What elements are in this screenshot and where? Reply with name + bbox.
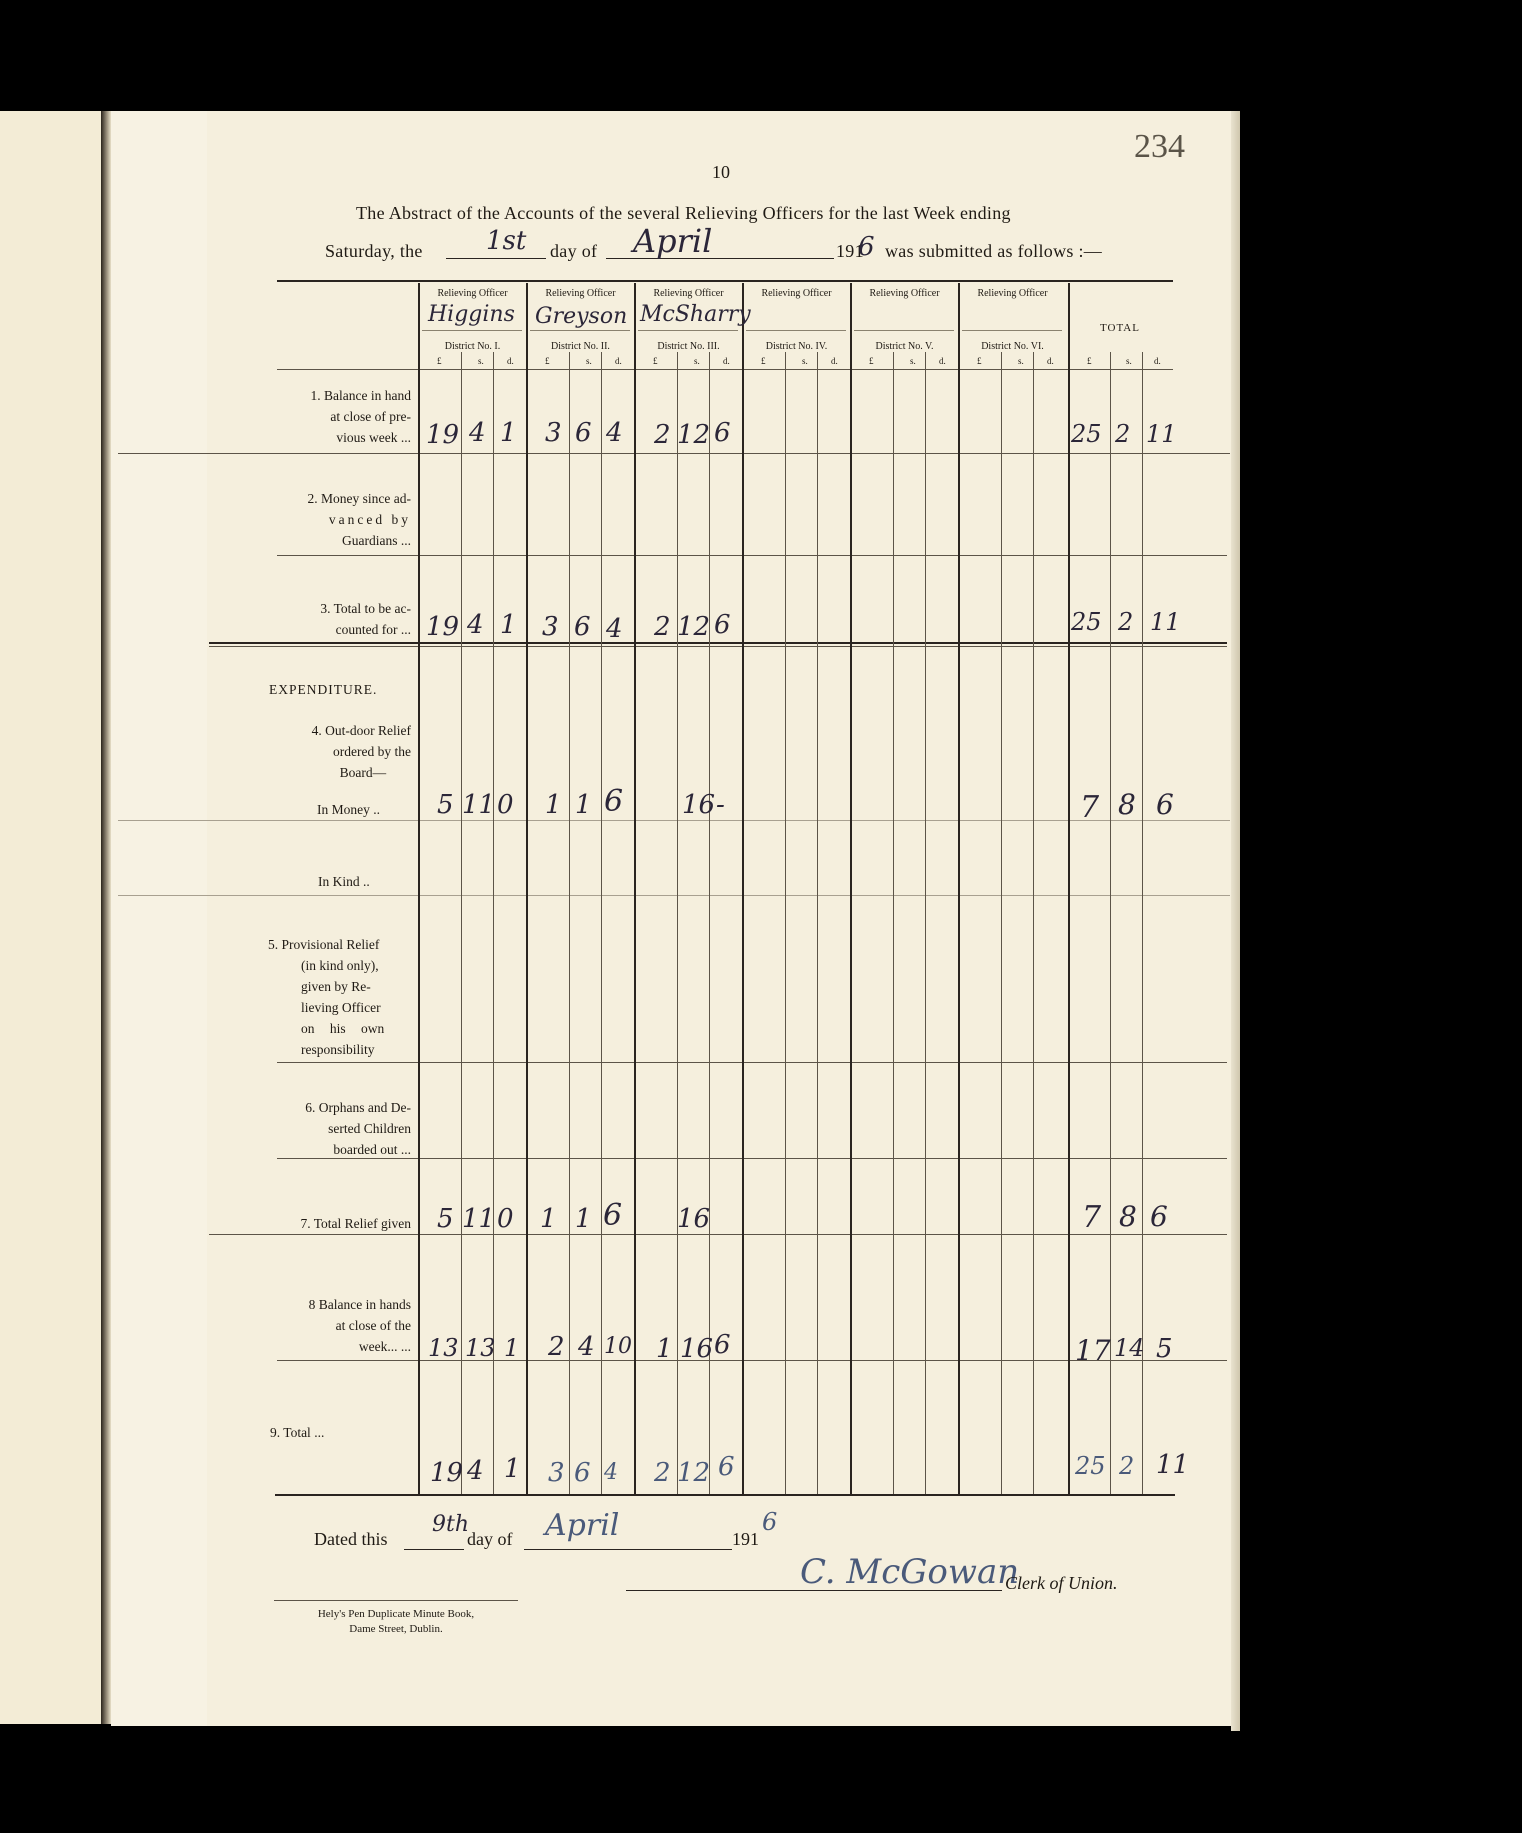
row-label-1 [311, 385, 411, 448]
row-num-2: 2. [307, 491, 318, 506]
r7-total-pounds: 7 [1082, 1200, 1102, 1235]
col-rule-d2-d [601, 352, 602, 1494]
intro-year-digit: 6 [858, 232, 875, 262]
lsd-shillings-3: s. [694, 356, 700, 366]
lsd-pence-total: d. [1154, 356, 1161, 366]
lsd-pounds-6: £ [977, 356, 982, 366]
r4-money-d2-shillings: 1 [575, 790, 592, 820]
col-rule-d5-s [893, 352, 894, 1494]
row-label-5-line-4: lieving Officer [301, 1000, 381, 1015]
r8-d3-pounds: 1 [656, 1334, 673, 1364]
lsd-shillings-4: s. [802, 356, 808, 366]
intro-day: 1st [486, 226, 527, 256]
relieving-officer-label-1: Relieving Officer [437, 288, 508, 299]
r3-d2-pounds: 3 [542, 612, 559, 642]
row-label-4-line-1: Out-door Relief [325, 723, 411, 738]
row-label-2-line-1: Money since ad- [321, 491, 411, 506]
dated-day-of: day of [467, 1529, 513, 1549]
officer-underline-3 [638, 330, 738, 331]
dated-month-underline [524, 1549, 732, 1550]
row-label-6-line-3: boarded out ... [333, 1142, 411, 1157]
ledger-page [111, 111, 1231, 1726]
row-num-6: 6. [305, 1100, 316, 1115]
officer-name-3: McSharry [640, 302, 751, 327]
row-rule-3 [209, 642, 1227, 644]
r9-d2-pounds: 3 [548, 1458, 565, 1488]
r8-d2-pounds: 2 [548, 1332, 565, 1362]
row-label-5-line-5: on his own [301, 1021, 385, 1036]
col-rule-d3-s [677, 352, 678, 1494]
relieving-officer-label-3: Relieving Officer [653, 288, 724, 299]
row-label-6-line-1: Orphans and De- [318, 1100, 411, 1115]
r4-money-d3-pence: - [716, 790, 725, 820]
officer-underline-4 [746, 330, 846, 331]
r3-d2-pence: 4 [606, 614, 623, 644]
page-number: 10 [712, 162, 730, 182]
lsd-pence-4: d. [831, 356, 838, 366]
row-label-4-line-2: ordered by the [333, 744, 411, 759]
col-rule-total-s [1110, 352, 1111, 1494]
lsd-pounds-4: £ [761, 356, 766, 366]
r3-total-pence: 11 [1150, 608, 1181, 636]
r3-d3-pence: 6 [714, 610, 731, 640]
row-label-3-line-2: counted for ... [335, 622, 411, 637]
lsd-pounds-2: £ [545, 356, 550, 366]
table-bottom-rule [275, 1494, 1175, 1496]
row-label-6 [305, 1097, 411, 1160]
r8-d2-pence: 10 [604, 1334, 632, 1359]
lsd-pence-6: d. [1047, 356, 1054, 366]
r3-d2-shillings: 6 [574, 612, 591, 642]
r7-d1-pence: 0 [497, 1204, 514, 1234]
r8-d1-pounds: 13 [428, 1334, 459, 1362]
r3-d3-pounds: 2 [654, 612, 671, 642]
book-gutter [101, 111, 111, 1724]
col-rule-d1-d [493, 352, 494, 1494]
r1-d3-pence: 6 [714, 418, 731, 448]
dated-this-label: Dated this [314, 1529, 388, 1549]
r4-money-d2-pence: 6 [604, 784, 624, 819]
col-rule-d4-s [785, 352, 786, 1494]
r8-d1-shillings: 13 [465, 1334, 496, 1362]
intro-day-of: day of [550, 241, 598, 261]
r9-d1-shillings: 4 [467, 1456, 484, 1486]
row-label-8-line-2: at close of the [335, 1318, 411, 1333]
page-margin-strip [111, 111, 207, 1726]
col-rule-total [1068, 283, 1070, 1494]
intro-year-prefix: 191 [836, 241, 864, 261]
lsd-shillings-total: s. [1126, 356, 1132, 366]
lsd-shillings-1: s. [478, 356, 484, 366]
col-rule-d2 [526, 283, 528, 1494]
row-label-9-line-1: Total ... [283, 1425, 325, 1440]
r7-total-shillings: 8 [1119, 1200, 1137, 1233]
row-num-1: 1. [310, 388, 321, 403]
r3-total-pounds: 25 [1071, 608, 1102, 636]
row-num-8: 8 [308, 1297, 316, 1312]
row-label-2-line-3: Guardians ... [342, 533, 411, 548]
lsd-pence-2: d. [615, 356, 622, 366]
officer-underline-1 [422, 330, 522, 331]
lsd-pence-3: d. [723, 356, 730, 366]
district-label-2: District No. II. [551, 341, 610, 352]
col-rule-d2-s [569, 352, 570, 1494]
in-money-label: In Money .. [317, 802, 380, 817]
col-rule-d6-d [1033, 352, 1034, 1494]
r4-money-total-pounds: 7 [1080, 790, 1100, 825]
col-rule-d6 [958, 283, 960, 1494]
r1-d1-pounds: 19 [426, 420, 460, 450]
row-label-8 [309, 1294, 411, 1357]
r9-d1-pence: 1 [504, 1454, 521, 1484]
page-edge [1231, 111, 1240, 1731]
intro-suffix: was submitted as follows :— [885, 241, 1103, 261]
r9-d3-shillings: 12 [677, 1458, 711, 1488]
r1-d2-shillings: 6 [575, 418, 592, 448]
table-top-rule [277, 280, 1173, 282]
row-label-3-line-1: Total to be ac- [333, 601, 411, 616]
col-rule-d3 [634, 283, 636, 1494]
row-num-9: 9. [270, 1425, 281, 1440]
row-label-1-line-2: at close of pre- [330, 409, 411, 424]
col-rule-d5 [850, 283, 852, 1494]
r7-d2-shillings: 1 [575, 1204, 592, 1234]
r7-d2-pounds: 1 [540, 1204, 557, 1234]
col-rule-d5-d [925, 352, 926, 1494]
publisher-imprint [274, 1607, 518, 1637]
district-label-6: District No. VI. [981, 341, 1044, 352]
r1-d3-shillings: 12 [677, 420, 711, 450]
col-rule-d4 [742, 283, 744, 1494]
dated-month: April [545, 1508, 620, 1543]
row-label-5-line-6: responsibility [301, 1042, 375, 1057]
row-label-8-line-1: Balance in hands [318, 1297, 411, 1312]
r7-d3-shillings: 16 [677, 1204, 711, 1234]
row-rule-7 [209, 1234, 1227, 1235]
row-label-1-line-1: Balance in hand [324, 388, 411, 403]
r8-d2-shillings: 4 [578, 1332, 595, 1362]
row-label-5 [268, 934, 384, 1060]
district-label-3: District No. III. [657, 341, 720, 352]
row-label-2-line-2: vanced by [328, 512, 411, 527]
row-label-5-line-3: given by Re- [301, 979, 371, 994]
lsd-pounds-5: £ [869, 356, 874, 366]
col-rule-d6-s [1001, 352, 1002, 1494]
row-label-9 [270, 1422, 324, 1443]
r9-d3-pence: 6 [718, 1452, 735, 1482]
r1-total-pounds: 25 [1071, 420, 1102, 448]
publisher-line-1: Hely's Pen Duplicate Minute Book, [317, 1608, 475, 1620]
lsd-pounds-1: £ [437, 356, 442, 366]
row-rule-3b [209, 646, 1227, 647]
dated-day-underline [404, 1549, 464, 1550]
col-rule-d4-d [817, 352, 818, 1494]
row-num-4: 4. [311, 723, 322, 738]
officer-underline-5 [854, 330, 954, 331]
row-label-4-line-3: Board— [339, 765, 387, 780]
publisher-rule [274, 1600, 518, 1601]
district-label-4: District No. IV. [765, 341, 828, 352]
r1-d2-pounds: 3 [545, 418, 562, 448]
col-rule-d1-s [461, 352, 462, 1494]
relieving-officer-label-5: Relieving Officer [869, 288, 940, 299]
publisher-line-2: Dame Street, Dublin. [349, 1623, 443, 1635]
lsd-pence-5: d. [939, 356, 946, 366]
relieving-officer-label-6: Relieving Officer [977, 288, 1048, 299]
r9-total-shillings: 2 [1119, 1452, 1135, 1480]
row-label-8-line-3: week... ... [358, 1339, 411, 1354]
r9-total-pounds: 25 [1075, 1452, 1106, 1480]
intro-month: April [633, 222, 713, 260]
dated-day: 9th [432, 1512, 470, 1537]
intro-prefix: Saturday, the [325, 241, 423, 261]
r7-total-pence: 6 [1150, 1200, 1168, 1233]
r4-money-total-shillings: 8 [1118, 788, 1136, 821]
r3-d1-shillings: 4 [467, 610, 484, 640]
r8-total-shillings: 14 [1114, 1334, 1145, 1362]
r4-money-total-pence: 6 [1156, 788, 1174, 821]
row-num-3: 3. [320, 601, 331, 616]
expenditure-heading: EXPENDITURE. [269, 682, 378, 697]
district-label-1: District No. I. [444, 341, 501, 352]
relieving-officer-label-4: Relieving Officer [761, 288, 832, 299]
r8-d3-pence: 6 [714, 1330, 731, 1360]
clerk-of-union-label: Clerk of Union. [1005, 1573, 1118, 1593]
r7-d1-pounds: 5 [437, 1204, 454, 1234]
lsd-pounds-total: £ [1087, 356, 1092, 366]
col-rule-d1 [418, 283, 420, 1494]
r4-money-d1-pounds: 5 [437, 790, 454, 820]
folio-number: 234 [1134, 128, 1185, 165]
r1-total-pence: 11 [1146, 420, 1177, 448]
row-label-3 [320, 598, 411, 640]
r3-total-shillings: 2 [1118, 608, 1134, 636]
row-label-6-line-2: serted Children [328, 1121, 411, 1136]
r9-d1-pounds: 19 [430, 1458, 464, 1488]
col-rule-d3-d [709, 352, 710, 1494]
row-rule-kind [118, 895, 1230, 896]
lsd-pounds-3: £ [653, 356, 658, 366]
intro-line: The Abstract of the Accounts of the several Relieving Officers for the last Week ending [356, 203, 1011, 223]
r4-money-d1-pence: 0 [497, 790, 514, 820]
r9-d3-pounds: 2 [654, 1458, 671, 1488]
r7-d2-pence: 6 [603, 1198, 623, 1233]
day-underline [446, 258, 546, 259]
district-label-5: District No. V. [875, 341, 934, 352]
row-num-5: 5. [268, 937, 279, 952]
relieving-officer-label-2: Relieving Officer [545, 288, 616, 299]
officer-underline-6 [962, 330, 1062, 331]
r7-d1-shillings: 11 [462, 1204, 496, 1234]
lsd-shillings-2: s. [586, 356, 592, 366]
r1-d1-pence: 1 [500, 418, 517, 448]
r4-money-d2-pounds: 1 [545, 790, 562, 820]
r1-total-shillings: 2 [1115, 420, 1131, 448]
r3-d1-pounds: 19 [426, 612, 460, 642]
total-header: TOTAL [1100, 322, 1140, 334]
officer-name-1: Higgins [428, 302, 515, 327]
row-label-5-line-1: Provisional Relief [281, 937, 380, 952]
r1-d3-pounds: 2 [654, 420, 671, 450]
r3-d3-shillings: 12 [677, 612, 711, 642]
r8-d1-pence: 1 [504, 1334, 520, 1362]
dated-year-digit: 6 [762, 1508, 778, 1536]
officer-name-2: Greyson [535, 304, 628, 329]
row-label-5-line-2: (in kind only), [301, 958, 379, 973]
facing-page [0, 111, 101, 1724]
r9-d2-pence: 4 [604, 1460, 618, 1485]
row-label-2 [308, 488, 411, 551]
clerk-signature: C. McGowan [800, 1552, 1020, 1592]
row-label-7 [300, 1213, 411, 1234]
r1-d2-pence: 4 [606, 418, 623, 448]
r9-total-pence: 11 [1156, 1450, 1190, 1480]
lsd-pence-1: d. [507, 356, 514, 366]
row-label-1-line-3: vious week ... [336, 430, 411, 445]
row-num-7: 7. [300, 1216, 311, 1231]
r8-total-pence: 5 [1156, 1334, 1173, 1364]
row-rule-1 [118, 453, 1230, 454]
col-rule-total-d [1142, 352, 1143, 1494]
r4-money-d1-shillings: 11 [462, 790, 496, 820]
in-kind-label: In Kind .. [318, 874, 370, 889]
row-label-7-line-1: Total Relief given [313, 1216, 411, 1231]
row-label-4 [312, 720, 411, 783]
r1-d1-shillings: 4 [469, 418, 486, 448]
row-rule-money [118, 820, 1230, 821]
dated-year-prefix: 191 [732, 1529, 759, 1549]
lsd-shillings-5: s. [910, 356, 916, 366]
r3-d1-pence: 1 [500, 610, 517, 640]
lsd-shillings-6: s. [1018, 356, 1024, 366]
officer-underline-2 [530, 330, 630, 331]
r9-d2-shillings: 6 [574, 1458, 591, 1488]
r4-money-d3-shillings: 16 [682, 790, 716, 820]
header-bottom-rule [277, 369, 1173, 370]
r8-total-pounds: 17 [1075, 1334, 1111, 1367]
r8-d3-shillings: 16 [680, 1334, 714, 1364]
